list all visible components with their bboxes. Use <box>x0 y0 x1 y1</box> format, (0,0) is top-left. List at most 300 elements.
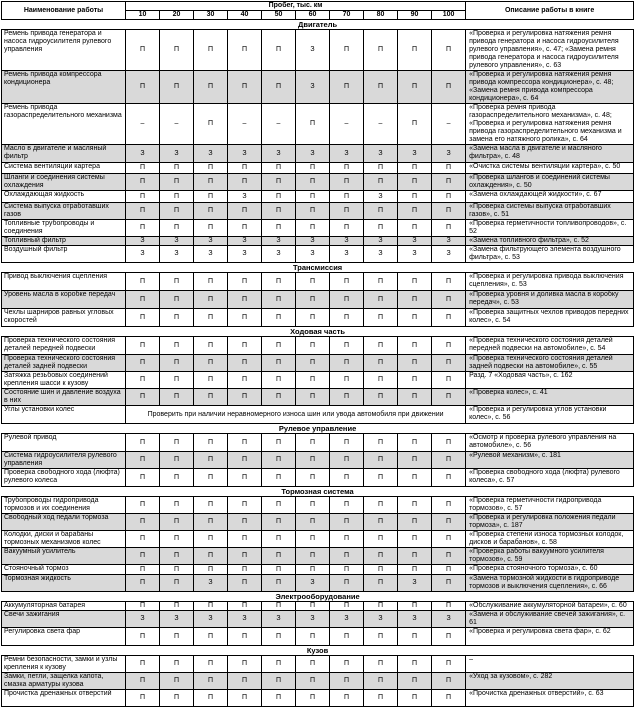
mileage-cell: П <box>194 203 228 220</box>
work-description: «Осмотр и проверка рулевого управления на автомобиле», с. 56 <box>466 434 634 452</box>
mileage-cell: П <box>194 673 228 690</box>
mileage-cell: П <box>398 337 432 355</box>
mileage-cell: З <box>432 611 466 628</box>
mileage-cell: П <box>398 690 432 707</box>
work-description: – <box>466 656 634 673</box>
mileage-cell: П <box>228 565 262 575</box>
mileage-cell: П <box>160 174 194 191</box>
mileage-cell: З <box>126 246 160 263</box>
mileage-cell: П <box>364 203 398 220</box>
mileage-cell: П <box>398 628 432 646</box>
mileage-cell: П <box>194 389 228 406</box>
section-header-row <box>2 327 634 337</box>
mileage-cell: П <box>194 372 228 389</box>
section-header-row <box>2 487 634 497</box>
work-name: Аккумуляторная батарея <box>2 602 126 611</box>
mileage-cell: – <box>262 104 296 145</box>
mileage-cell: П <box>160 565 194 575</box>
mileage-cell: П <box>296 469 330 487</box>
mileage-cell: З <box>364 246 398 263</box>
mileage-cell: П <box>160 71 194 104</box>
mileage-cell: П <box>126 673 160 690</box>
mileage-cell: П <box>194 497 228 514</box>
table-row <box>2 452 634 469</box>
mileage-cell: П <box>262 628 296 646</box>
table-row <box>2 372 634 389</box>
work-name: Система выпуска отработавших газов <box>2 203 126 220</box>
table-row <box>2 145 634 163</box>
work-description: «Уход за кузовом», с. 282 <box>466 673 634 690</box>
table-row <box>2 337 634 355</box>
section-title: Кузов <box>2 646 634 656</box>
mileage-cell: П <box>194 163 228 174</box>
section-header-row <box>2 646 634 656</box>
work-name: Система вентиляции картера <box>2 163 126 174</box>
mileage-cell: П <box>194 469 228 487</box>
mileage-cell: П <box>432 372 466 389</box>
mileage-cell: П <box>296 203 330 220</box>
work-name: Регулировка света фар <box>2 628 126 646</box>
work-name: Топливные трубопроводы и соединения <box>2 220 126 237</box>
mileage-cell: П <box>364 452 398 469</box>
table-row <box>2 191 634 203</box>
mileage-cell: П <box>330 174 364 191</box>
mileage-cell: З <box>194 575 228 592</box>
mileage-cell: П <box>330 673 364 690</box>
mileage-cell: П <box>194 174 228 191</box>
mileage-cell: П <box>398 174 432 191</box>
mileage-cell: П <box>364 628 398 646</box>
mileage-value: 30 <box>194 11 228 20</box>
mileage-cell: П <box>160 497 194 514</box>
work-description: «Проверка и регулировка натяжения ремня привода генератора и насоса гидроусилителя рулевого управления», с. 47; «Замена ремня привода генератора и насоса гидроусилителя рулевого управления», с. 63 <box>466 30 634 71</box>
work-description: «Проверка и регулировка привода выключения сцепления», с. 53 <box>466 273 634 291</box>
mileage-cell: З <box>126 611 160 628</box>
mileage-cell: П <box>160 220 194 237</box>
mileage-cell: П <box>126 628 160 646</box>
work-name: Охлаждающая жидкость <box>2 191 126 203</box>
mileage-cell: П <box>398 30 432 71</box>
mileage-cell: П <box>262 174 296 191</box>
mileage-cell: П <box>296 565 330 575</box>
mileage-cell: П <box>262 191 296 203</box>
mileage-cell: П <box>330 548 364 565</box>
mileage-cell: З <box>398 246 432 263</box>
mileage-cell: П <box>126 30 160 71</box>
mileage-cell: П <box>432 628 466 646</box>
mileage-cell: З <box>364 191 398 203</box>
work-description: Разд. 7 «Ходовая часть», с. 162 <box>466 372 634 389</box>
mileage-value: 60 <box>296 11 330 20</box>
work-name: Тормозная жидкость <box>2 575 126 592</box>
mileage-cell: П <box>330 273 364 291</box>
table-row <box>2 220 634 237</box>
mileage-cell: З <box>228 145 262 163</box>
table-row <box>2 514 634 531</box>
mileage-cell: П <box>330 337 364 355</box>
mileage-cell: П <box>126 71 160 104</box>
mileage-cell: П <box>432 673 466 690</box>
work-name: Рулевой привод <box>2 434 126 452</box>
mileage-cell: П <box>160 291 194 309</box>
mileage-cell: П <box>330 628 364 646</box>
mileage-cell: П <box>432 273 466 291</box>
work-description: «Замена топливного фильтра», с. 52 <box>466 237 634 246</box>
mileage-cell: П <box>364 565 398 575</box>
mileage-cell: З <box>228 246 262 263</box>
work-name: Ремень привода компрессора кондиционера <box>2 71 126 104</box>
work-description: «Проверка герметичности гидропривода тормозов», с. 57 <box>466 497 634 514</box>
mileage-cell: П <box>160 628 194 646</box>
section-header-row <box>2 20 634 30</box>
table-row <box>2 565 634 575</box>
mileage-cell: П <box>194 191 228 203</box>
mileage-cell: П <box>296 656 330 673</box>
mileage-cell: – <box>126 104 160 145</box>
work-name: Проверка свободного хода (люфта) рулевого колеса <box>2 469 126 487</box>
mileage-cell: П <box>364 434 398 452</box>
mileage-cell: П <box>228 656 262 673</box>
work-description: «Замена и обслуживание свечей зажигания», с. 61 <box>466 611 634 628</box>
mileage-cell: П <box>296 337 330 355</box>
mileage-cell: З <box>194 611 228 628</box>
work-description: «Проверка стояночного тормоза», с. 60 <box>466 565 634 575</box>
work-description: «Проверка герметичности топливопроводов», с. 52 <box>466 220 634 237</box>
work-name: Топливный фильтр <box>2 237 126 246</box>
mileage-cell: П <box>194 291 228 309</box>
mileage-cell: З <box>398 237 432 246</box>
mileage-cell: П <box>364 690 398 707</box>
mileage-cell: П <box>432 497 466 514</box>
mileage-cell: П <box>432 514 466 531</box>
mileage-cell: – <box>160 104 194 145</box>
mileage-cell: П <box>432 337 466 355</box>
mileage-value: 10 <box>126 11 160 20</box>
mileage-cell: П <box>432 355 466 372</box>
section-header-row <box>2 424 634 434</box>
mileage-cell: П <box>228 220 262 237</box>
mileage-cell: П <box>398 273 432 291</box>
mileage-cell: З <box>398 145 432 163</box>
table-row <box>2 104 634 145</box>
mileage-cell: П <box>194 690 228 707</box>
table-row <box>2 434 634 452</box>
mileage-cell: П <box>194 30 228 71</box>
work-description: «Проверка ремня привода газораспределительного механизма», с. 48; «Проверка и регулировка натяжения ремня привода газораспределительного механизма и замена его натяжного ролика», с. 64 <box>466 104 634 145</box>
mileage-note: Проверить при наличии неравномерного износа шин или увода автомобиля при движении <box>126 406 466 424</box>
mileage-cell: – <box>228 104 262 145</box>
mileage-cell: П <box>194 434 228 452</box>
mileage-cell: П <box>126 309 160 327</box>
work-name: Проверка технического состояния деталей передней подвески <box>2 337 126 355</box>
mileage-cell: П <box>330 191 364 203</box>
mileage-cell: П <box>330 531 364 548</box>
mileage-cell: П <box>262 30 296 71</box>
mileage-cell: З <box>296 145 330 163</box>
mileage-cell: П <box>262 71 296 104</box>
mileage-cell: П <box>398 372 432 389</box>
maintenance-table <box>1 1 634 707</box>
mileage-cell: П <box>194 273 228 291</box>
mileage-cell: П <box>126 174 160 191</box>
mileage-cell: П <box>364 389 398 406</box>
mileage-cell: П <box>126 291 160 309</box>
mileage-cell: П <box>160 452 194 469</box>
mileage-cell: П <box>330 469 364 487</box>
mileage-cell: П <box>194 104 228 145</box>
mileage-cell: – <box>432 104 466 145</box>
mileage-cell: П <box>364 514 398 531</box>
mileage-cell: П <box>296 452 330 469</box>
mileage-cell: П <box>432 565 466 575</box>
mileage-cell: П <box>126 656 160 673</box>
mileage-cell: П <box>228 355 262 372</box>
mileage-cell: П <box>228 337 262 355</box>
mileage-cell: П <box>398 469 432 487</box>
mileage-cell: П <box>262 389 296 406</box>
mileage-cell: П <box>432 531 466 548</box>
mileage-cell: П <box>364 30 398 71</box>
mileage-cell: П <box>330 389 364 406</box>
work-name: Воздушный фильтр <box>2 246 126 263</box>
mileage-cell: П <box>126 602 160 611</box>
mileage-cell: П <box>126 355 160 372</box>
section-title: Тормозная система <box>2 487 634 497</box>
mileage-cell: П <box>194 355 228 372</box>
table-row <box>2 237 634 246</box>
work-name: Стояночный тормоз <box>2 565 126 575</box>
mileage-cell: З <box>330 145 364 163</box>
mileage-cell: З <box>330 237 364 246</box>
mileage-cell: П <box>194 656 228 673</box>
mileage-cell: П <box>262 469 296 487</box>
mileage-value: 40 <box>228 11 262 20</box>
mileage-cell: П <box>398 452 432 469</box>
work-name: Затяжка резьбовых соединений крепления шасси к кузову <box>2 372 126 389</box>
mileage-cell: П <box>296 273 330 291</box>
mileage-cell: П <box>364 656 398 673</box>
mileage-cell: П <box>432 203 466 220</box>
mileage-cell: З <box>398 575 432 592</box>
work-description: «Проверка работы вакуумного усилителя тормозов», с. 59 <box>466 548 634 565</box>
table-row <box>2 673 634 690</box>
mileage-cell: З <box>330 611 364 628</box>
mileage-cell: П <box>432 191 466 203</box>
mileage-cell: П <box>364 497 398 514</box>
mileage-cell: П <box>126 565 160 575</box>
mileage-cell: П <box>126 203 160 220</box>
mileage-cell: П <box>330 565 364 575</box>
mileage-cell: – <box>364 104 398 145</box>
mileage-cell: З <box>228 191 262 203</box>
mileage-cell: П <box>262 673 296 690</box>
mileage-cell: П <box>126 434 160 452</box>
mileage-cell: П <box>398 191 432 203</box>
mileage-cell: З <box>160 246 194 263</box>
mileage-cell: П <box>194 602 228 611</box>
mileage-cell: П <box>228 673 262 690</box>
work-name: Состояние шин и давление воздуха в них <box>2 389 126 406</box>
mileage-cell: П <box>398 548 432 565</box>
mileage-cell: П <box>262 372 296 389</box>
mileage-cell: П <box>330 309 364 327</box>
mileage-cell: П <box>364 291 398 309</box>
mileage-cell: П <box>364 531 398 548</box>
work-description: «Проверка и регулировка натяжения ремня привода компрессора кондиционера», с. 48; «Замена ремня привода компрессора кондиционера», с. 64 <box>466 71 634 104</box>
work-description: «Проверка технического состояния деталей задней подвески на автомобиле», с. 55 <box>466 355 634 372</box>
mileage-cell: П <box>330 163 364 174</box>
mileage-cell: П <box>398 389 432 406</box>
mileage-cell: П <box>262 203 296 220</box>
mileage-cell: П <box>228 434 262 452</box>
mileage-cell: П <box>432 174 466 191</box>
mileage-cell: П <box>194 565 228 575</box>
mileage-cell: П <box>228 273 262 291</box>
mileage-cell: З <box>262 237 296 246</box>
mileage-cell: П <box>296 497 330 514</box>
mileage-cell: П <box>364 602 398 611</box>
mileage-cell: П <box>432 452 466 469</box>
mileage-cell: П <box>262 337 296 355</box>
mileage-cell: З <box>228 611 262 628</box>
mileage-cell: П <box>228 575 262 592</box>
table-row <box>2 203 634 220</box>
mileage-cell: П <box>364 273 398 291</box>
mileage-cell: З <box>364 145 398 163</box>
work-name: Чехлы шарниров равных угловых скоростей <box>2 309 126 327</box>
mileage-cell: П <box>160 355 194 372</box>
mileage-cell: П <box>364 355 398 372</box>
mileage-cell: П <box>330 220 364 237</box>
work-name: Шланги и соединения системы охлаждения <box>2 174 126 191</box>
mileage-cell: П <box>296 531 330 548</box>
table-row <box>2 690 634 707</box>
mileage-cell: П <box>228 452 262 469</box>
section-title: Электрооборудование <box>2 592 634 602</box>
mileage-cell: П <box>262 163 296 174</box>
work-name: Замки, петли, защелка капота, смазка арматуры кузова <box>2 673 126 690</box>
mileage-cell: П <box>330 30 364 71</box>
work-description: «Проверка свободного хода (люфта) рулевого колеса», с. 57 <box>466 469 634 487</box>
mileage-cell: П <box>126 372 160 389</box>
mileage-cell: П <box>228 628 262 646</box>
mileage-cell: П <box>160 389 194 406</box>
mileage-cell: П <box>160 548 194 565</box>
mileage-cell: П <box>330 602 364 611</box>
mileage-cell: П <box>228 174 262 191</box>
mileage-cell: П <box>262 690 296 707</box>
mileage-cell: П <box>228 163 262 174</box>
mileage-cell: П <box>296 309 330 327</box>
mileage-cell: П <box>262 355 296 372</box>
table-row <box>2 163 634 174</box>
table-row <box>2 291 634 309</box>
section-title: Трансмиссия <box>2 263 634 273</box>
mileage-cell: П <box>262 531 296 548</box>
mileage-cell: П <box>364 337 398 355</box>
mileage-cell: П <box>126 690 160 707</box>
work-description: «Проверка и регулировка углов установки колес», с. 56 <box>466 406 634 424</box>
work-name: Проверка технического состояния деталей задней подвески <box>2 355 126 372</box>
mileage-value: 20 <box>160 11 194 20</box>
mileage-cell: П <box>228 309 262 327</box>
mileage-cell: П <box>364 469 398 487</box>
mileage-value: 50 <box>262 11 296 20</box>
mileage-cell: З <box>432 145 466 163</box>
mileage-cell: П <box>398 673 432 690</box>
work-description: «Замена тормозной жидкости в гидроприводе тормозов и выключения сцепления», с. 66 <box>466 575 634 592</box>
mileage-cell: П <box>330 355 364 372</box>
work-name: Уровень масла в коробке передач <box>2 291 126 309</box>
table-row <box>2 273 634 291</box>
mileage-cell: П <box>228 291 262 309</box>
mileage-cell: П <box>364 548 398 565</box>
header-name: Наименование работы <box>2 2 126 20</box>
mileage-cell: П <box>262 497 296 514</box>
mileage-cell: П <box>364 174 398 191</box>
mileage-cell: П <box>330 372 364 389</box>
mileage-cell: З <box>364 611 398 628</box>
mileage-cell: З <box>228 237 262 246</box>
mileage-cell: П <box>228 531 262 548</box>
mileage-cell: П <box>194 220 228 237</box>
mileage-cell: П <box>398 565 432 575</box>
mileage-cell: П <box>398 355 432 372</box>
mileage-cell: П <box>262 602 296 611</box>
section-header-row <box>2 263 634 273</box>
mileage-cell: З <box>194 246 228 263</box>
mileage-cell: П <box>398 434 432 452</box>
mileage-cell: П <box>398 497 432 514</box>
mileage-cell: П <box>398 309 432 327</box>
table-row <box>2 628 634 646</box>
work-description: «Проверка и регулировка света фар», с. 62 <box>466 628 634 646</box>
mileage-cell: П <box>160 203 194 220</box>
mileage-cell: П <box>160 372 194 389</box>
mileage-cell: З <box>194 237 228 246</box>
mileage-cell: П <box>330 575 364 592</box>
mileage-cell: П <box>126 389 160 406</box>
mileage-cell: П <box>364 673 398 690</box>
mileage-cell: З <box>296 30 330 71</box>
mileage-cell: П <box>432 71 466 104</box>
mileage-cell: П <box>160 575 194 592</box>
work-description: «Замена охлаждающей жидкости», с. 67 <box>466 191 634 203</box>
work-name: Свободный ход педали тормоза <box>2 514 126 531</box>
mileage-cell: П <box>296 690 330 707</box>
mileage-cell: П <box>432 602 466 611</box>
mileage-cell: П <box>160 673 194 690</box>
mileage-value: 70 <box>330 11 364 20</box>
mileage-cell: П <box>228 469 262 487</box>
mileage-cell: П <box>432 656 466 673</box>
mileage-cell: П <box>228 548 262 565</box>
mileage-cell: З <box>364 237 398 246</box>
mileage-cell: П <box>330 656 364 673</box>
mileage-cell: П <box>126 497 160 514</box>
work-description: «Прочистка дренажных отверстий», с. 63 <box>466 690 634 707</box>
mileage-cell: П <box>296 174 330 191</box>
mileage-cell: П <box>296 628 330 646</box>
mileage-cell: П <box>126 452 160 469</box>
mileage-cell: П <box>330 203 364 220</box>
mileage-cell: П <box>262 309 296 327</box>
mileage-cell: П <box>194 309 228 327</box>
mileage-cell: П <box>126 163 160 174</box>
mileage-cell: П <box>432 389 466 406</box>
mileage-cell: З <box>262 611 296 628</box>
table-row <box>2 30 634 71</box>
